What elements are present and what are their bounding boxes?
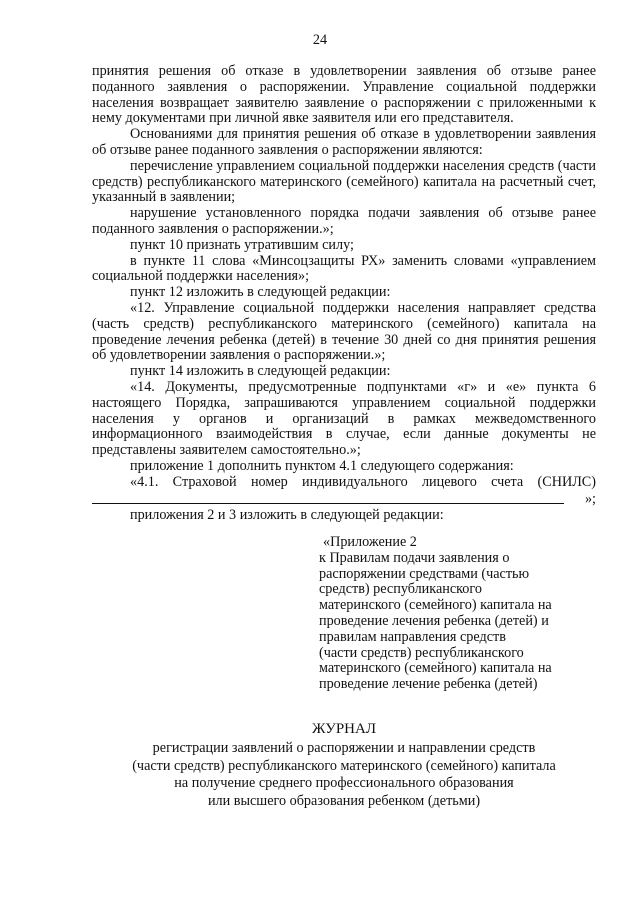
- paragraph: приложения 2 и 3 изложить в следующей редакции:: [130, 506, 444, 523]
- paragraph: Основаниями для принятия решения об отказе в удовлетворении заявления об отзыве ранее поданного заявления о распоряжении являются:: [92, 126, 596, 158]
- appendix-line: правилам направления средств: [319, 628, 506, 645]
- journal-subtitle-line: регистрации заявлений о распоряжении и направлении средств: [152, 740, 536, 756]
- paragraph: «4.1. Страховой номер индивидуального лицевого счета (СНИЛС): [130, 473, 596, 490]
- appendix-line: (части средств) республиканского: [319, 644, 524, 661]
- paragraph: приложение 1 дополнить пунктом 4.1 следующего содержания:: [130, 457, 514, 474]
- paragraph: перечисление управлением социальной поддержки населения средств (части средств) республиканского материнского (семейного) капитала на расчетный счет, указанный в заявлении;: [92, 157, 596, 206]
- paragraph: принятия решения об отказе в удовлетворении заявления об отзыве ранее поданного заявления о распоряжении. Управление социальной поддержки населения возвращает заявителю заявление о распоряжении с приложенными к нему документами при личной явке заявителя или его представителя.: [92, 63, 596, 127]
- appendix-line: средств) республиканского: [319, 581, 482, 598]
- snils-fill-line: [92, 491, 596, 508]
- journal-subtitle-line: или высшего образования ребенком (детьми): [207, 792, 481, 809]
- appendix-line: материнского (семейного) капитала на: [319, 597, 552, 614]
- snils-line-end: »;: [584, 490, 596, 507]
- paragraph: пункт 12 изложить в следующей редакции:: [130, 284, 391, 301]
- appendix-line: материнского (семейного) капитала на: [319, 660, 552, 677]
- paragraph: пункт 14 изложить в следующей редакции:: [130, 363, 391, 380]
- journal-subtitle-line: (части средств) республиканского материнского (семейного) капитала: [132, 757, 556, 774]
- paragraph: в пункте 11 слова «Минсоцзащиты РХ» заменить словами «управлением социальной поддержки населения»;: [92, 252, 596, 285]
- page-number: 24: [312, 32, 328, 48]
- appendix-line: распоряжении средствами (частью: [319, 565, 530, 582]
- appendix-line: к Правилам подачи заявления о: [319, 549, 510, 566]
- journal-title: ЖУРНАЛ: [311, 721, 377, 737]
- appendix-line: проведение лечения ребенка (детей) и: [319, 612, 549, 629]
- appendix-header: [319, 535, 559, 693]
- paragraph: нарушение установленного порядка подачи заявления об отзыве ранее поданного заявления о распоряжении.»;: [92, 205, 596, 237]
- fill-underline: [92, 503, 564, 504]
- document-body: [92, 64, 596, 523]
- paragraph: «12. Управление социальной поддержки населения направляет средства (часть средств) республиканского материнского (семейного) капитала на проведение лечения ребенка (детей) в течение 30 дней со дня принятия решения об удовлетворении заявления о распоряжении.»;: [92, 299, 596, 364]
- appendix-title: «Приложение 2: [323, 534, 417, 550]
- paragraph: «14. Документы, предусмотренные подпунктами «г» и «е» пункта 6 настоящего Порядка, запрашиваются управлением социальной поддержки населения у органов и организаций в рамках межведомственного информационного взаимодействия в случае, если данные документы не представлены заявителем самостоятельно.»;: [92, 378, 596, 459]
- journal-heading: [92, 720, 596, 810]
- journal-subtitle-line: на получение среднего профессионального образования: [174, 775, 514, 791]
- appendix-line: проведение лечение ребенка (детей): [319, 676, 538, 693]
- paragraph: пункт 10 признать утратившим силу;: [130, 236, 354, 253]
